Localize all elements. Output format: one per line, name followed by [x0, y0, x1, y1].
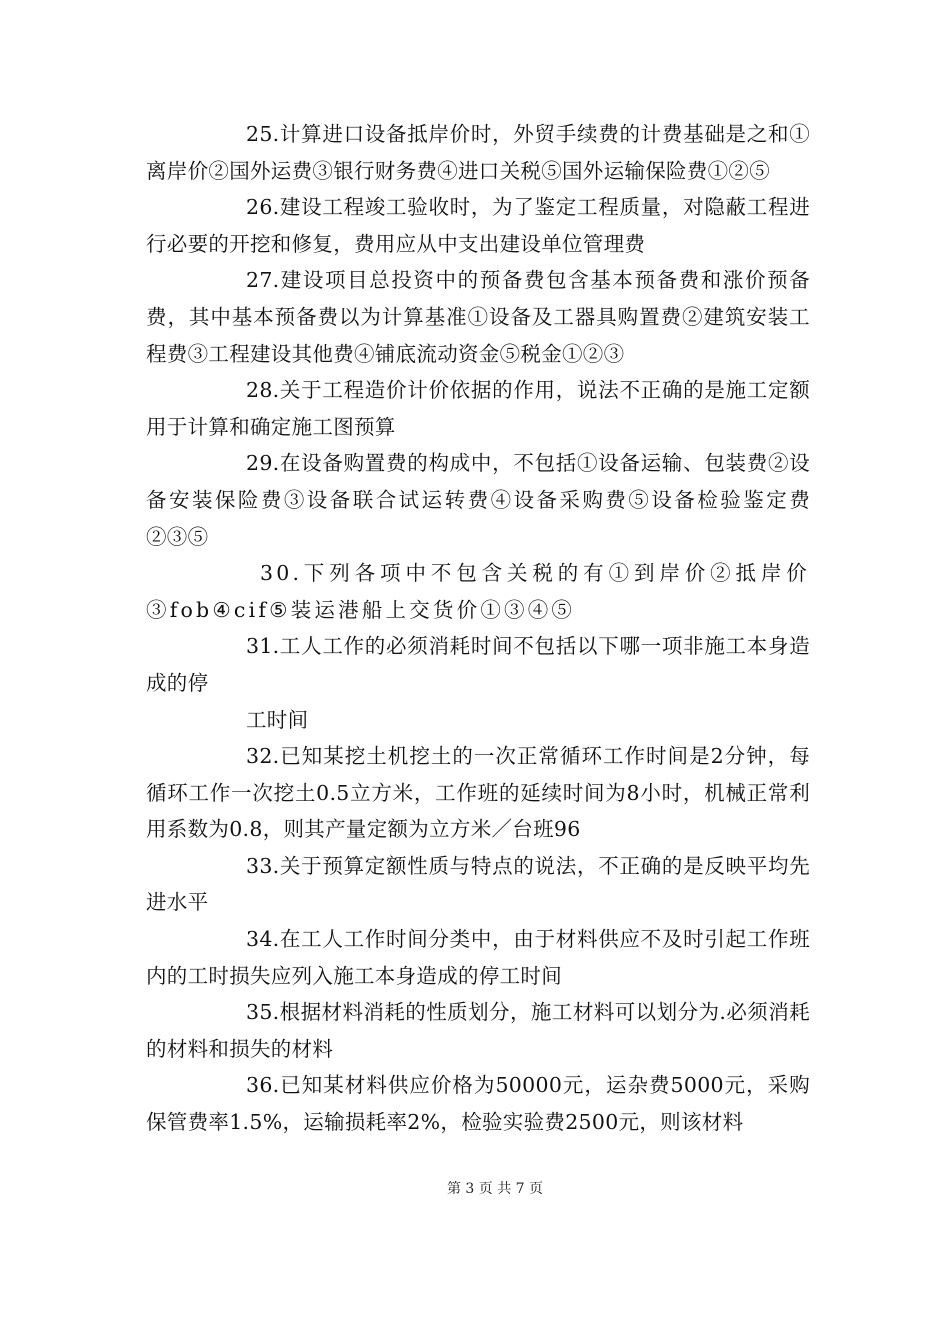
paragraph-31: 31.工人工作的必须消耗时间不包括以下哪一项非施工本身造成的停: [146, 634, 810, 695]
paragraph-26: 26.建设工程竣工验收时，为了鉴定工程质量，对隐蔽工程进行必要的开挖和修复，费用应从中支出建设单位管理费: [146, 195, 810, 256]
paragraph-31-continued: 工时间: [246, 707, 309, 732]
paragraph-25: 25.计算进口设备抵岸价时，外贸手续费的计费基础是之和①离岸价②国外运费③银行财务费④进口关税⑤国外运输保险费①②⑤: [146, 122, 810, 183]
document-body: [146, 116, 810, 1141]
page-number: 第 3 页 共 7 页: [446, 1181, 544, 1197]
paragraph-35: 35.根据材料消耗的性质划分，施工材料可以划分为.必须消耗的材料和损失的材料: [146, 1000, 810, 1061]
page-footer: [0, 1178, 950, 1198]
paragraph-30: 30.下列各项中不包含关税的有①到岸价②抵岸价③fob④cif⑤装运港船上交货价①③④⑤: [146, 561, 810, 622]
paragraph-32: 32.已知某挖土机挖土的一次正常循环工作时间是2分钟，每循环工作一次挖土0.5立方米，工作班的延续时间为8小时，机械正常利用系数为0.8，则其产量定额为立方米／台班96: [146, 744, 810, 842]
paragraph-36: 36.已知某材料供应价格为50000元，运杂费5000元，采购保管费率1.5%，运输损耗率2%，检验实验费2500元，则该材料: [146, 1073, 810, 1135]
paragraph-34: 34.在工人工作时间分类中，由于材料供应不及时引起工作班内的工时损失应列入施工本身造成的停工时间: [146, 927, 810, 988]
paragraph-28: 28.关于工程造价计价依据的作用，说法不正确的是施工定额用于计算和确定施工图预算: [146, 378, 810, 439]
paragraph-29: 29.在设备购置费的构成中，不包括①设备运输、包装费②设备安装保险费③设备联合试运转费④设备采购费⑤设备检验鉴定费②③⑤: [146, 451, 810, 549]
paragraph-33: 33.关于预算定额性质与特点的说法，不正确的是反映平均先进水平: [146, 853, 810, 915]
paragraph-27: 27.建设项目总投资中的预备费包含基本预备费和涨价预备费，其中基本预备费以为计算基准①设备及工器具购置费②建筑安装工程费③工程建设其他费④铺底流动资金⑤税金①②③: [146, 268, 810, 366]
